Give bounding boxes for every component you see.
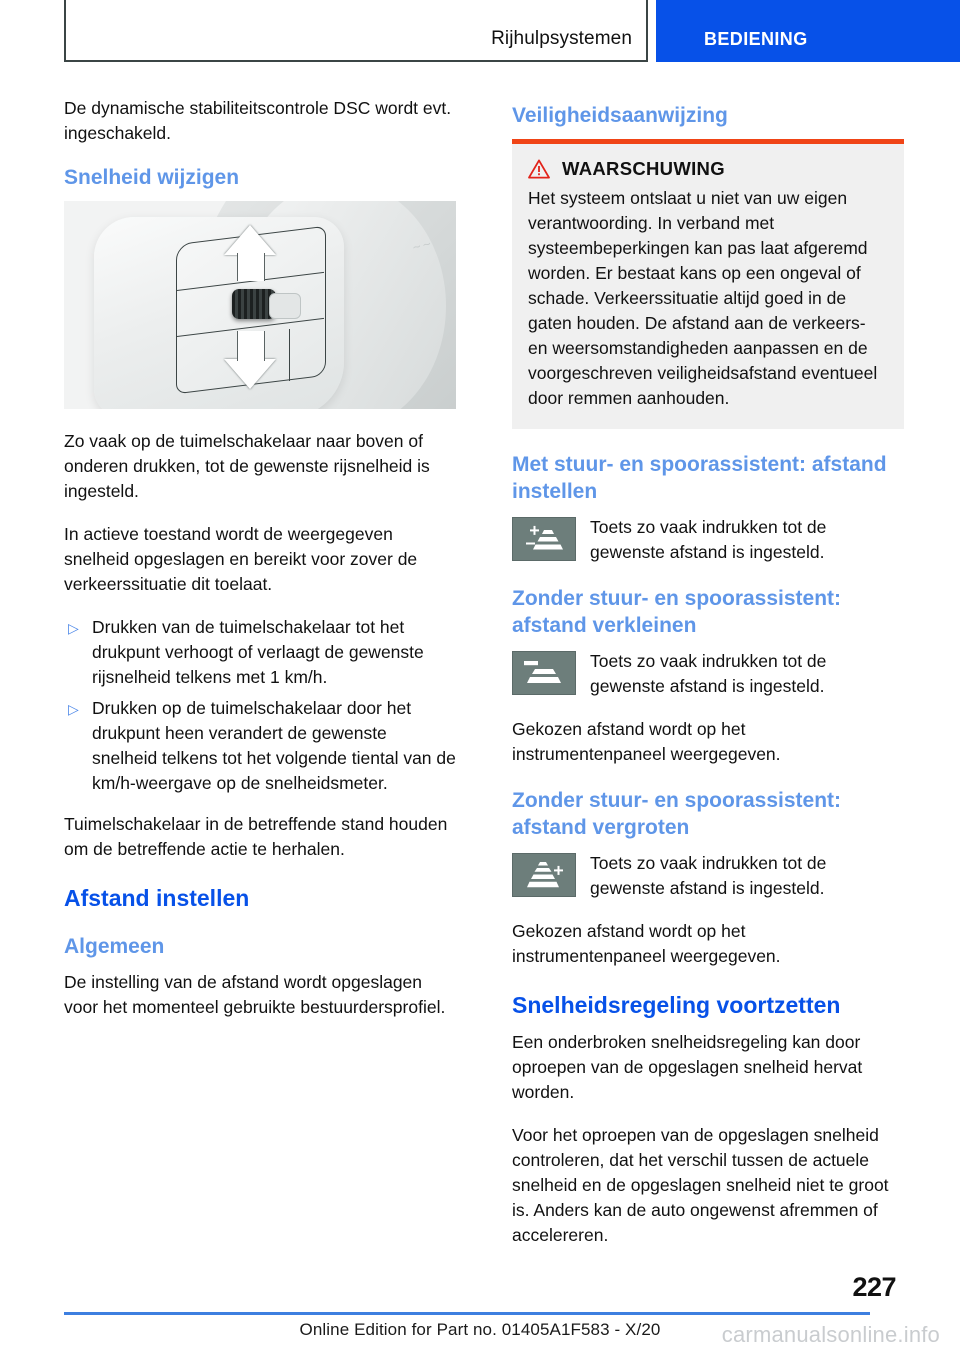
header-section-band: [656, 0, 960, 62]
note-distance-decrease: Gekozen afstand wordt op het instrumentenpaneel weergegeven.: [512, 719, 781, 764]
distance-decrease-icon: [512, 651, 576, 695]
page-footer: [0, 1270, 960, 1362]
heading-zonder-stuur-afstand-vergroten: Zonder stuur- en spoorassistent: afstand vergroten: [512, 789, 842, 839]
warning-triangle-icon: [528, 159, 550, 179]
key-row-distance-decrease: [512, 649, 904, 699]
key-row-distance-increase: [512, 851, 904, 901]
rocker-knob-base: [269, 293, 301, 319]
heading-veiligheidsaanwijzing: Veiligheidsaanwijzing: [512, 104, 728, 127]
page-number: 227: [852, 1272, 896, 1302]
instruction-bullet-list: [64, 615, 456, 796]
list-item-label: Drukken van de tuimelschakelaar tot het drukpunt verhoogt of verlaagt de gewenste rijsnelheid telkens met 1 km/h.: [92, 617, 424, 687]
rocker-up-arrow-stem: [237, 253, 265, 281]
header-chapter-label: Rijhulpsystemen: [491, 28, 632, 49]
distance-plus-minus-icon: [512, 517, 576, 561]
rocker-up-arrow-icon: [224, 225, 276, 255]
heading-algemeen: Algemeen: [64, 935, 165, 958]
page-header: [0, 0, 960, 70]
bullet-triangle-icon: ▷: [68, 620, 79, 636]
switch-pad-divider-vertical: [289, 329, 290, 381]
left-paragraph-4: De instelling van de afstand wordt opgeslagen voor het momenteel gebruikte bestuurdersprofiel.: [64, 972, 446, 1017]
right-column: [512, 96, 904, 1266]
list-item: [64, 615, 456, 690]
left-paragraph-2: In actieve toestand wordt de weergegeven snelheid opgeslagen en bereikt voor zover de verkeerssituatie dit toelaat.: [64, 524, 418, 594]
rocker-down-arrow-stem: [237, 331, 265, 361]
warning-box: [512, 139, 904, 429]
header-chapter-box: [64, 0, 648, 62]
distance-increase-icon: [512, 853, 576, 897]
note-distance-increase: Gekozen afstand wordt op het instrumentenpaneel weergegeven.: [512, 921, 781, 966]
left-paragraph-3: Tuimelschakelaar in de betreffende stand houden om de betreffende actie te herhalen.: [64, 814, 448, 859]
wheel-emblem-mark: ∼∼: [410, 237, 434, 255]
warning-text: Het systeem ontslaat u niet van uw eigen verantwoording. In verband met systeembeperkingen kan pas laat afgeremd worden. Er bestaat kans op een ongeval of schade. Verkeerssituatie altijd goed in de gaten houden. De afstand aan de verkeers- en weersomstandigheden aanpassen en de voorgeschreven veiligheidsafstand eventueel door remmen aanhouden.: [528, 188, 878, 408]
bullet-triangle-icon: ▷: [68, 701, 79, 717]
key-text-distance-decrease: Toets zo vaak indrukken tot de gewenste afstand is ingesteld.: [590, 651, 827, 696]
footer-note: Online Edition for Part no. 01405A1F583 - X/20: [299, 1320, 661, 1339]
right-paragraph-2: Voor het oproepen van de opgeslagen snelheid controleren, dat het verschil tussen de actuele snelheid en de opgeslagen snelheid niet te groot is. Anders kan de auto ongewenst afremmen of accelereren.: [512, 1125, 889, 1245]
rocker-down-arrow-icon: [224, 359, 276, 389]
right-paragraph-1: Een onderbroken snelheidsregeling kan door oproepen van de opgeslagen snelheid hervat worden.: [512, 1032, 863, 1102]
heading-met-stuur-en-spoorassistent: Met stuur- en spoorassistent: afstand instellen: [512, 453, 887, 503]
warning-title: WAARSCHUWING: [562, 158, 725, 179]
heading-zonder-stuur-afstand-verkleinen: Zonder stuur- en spoorassistent: afstand verkleinen: [512, 587, 842, 637]
list-item: [64, 696, 456, 796]
heading-snelheid-wijzigen: Snelheid wijzigen: [64, 166, 240, 189]
key-text-distance-set: Toets zo vaak indrukken tot de gewenste afstand is ingesteld.: [590, 517, 827, 562]
heading-afstand-instellen: Afstand instellen: [64, 885, 250, 911]
key-text-distance-increase: Toets zo vaak indrukken tot de gewenste afstand is ingesteld.: [590, 853, 827, 898]
heading-snelheidsregeling-voortzetten: Snelheidsregeling voortzetten: [512, 992, 841, 1018]
left-column: [64, 96, 456, 1038]
steering-wheel-rocker-switch-figure: [64, 201, 456, 409]
header-section-label: BEDIENING: [704, 29, 808, 49]
intro-paragraph: De dynamische stabiliteitscontrole DSC wordt evt. ingeschakeld.: [64, 98, 452, 143]
warning-title-row: [528, 158, 888, 180]
left-paragraph-1: Zo vaak op de tuimelschakelaar naar boven of onderen drukken, tot de gewenste rijsnelheid is ingesteld.: [64, 431, 430, 501]
footer-divider: [64, 1312, 870, 1315]
key-row-distance-set: [512, 515, 904, 565]
watermark-label: carmanualsonline.info: [721, 1322, 940, 1347]
list-item-label: Drukken op de tuimelschakelaar door het drukpunt heen verandert de gewenste snelheid telkens tot het volgende tiental van de km/h-weergave op de snelheidsmeter.: [92, 698, 456, 793]
